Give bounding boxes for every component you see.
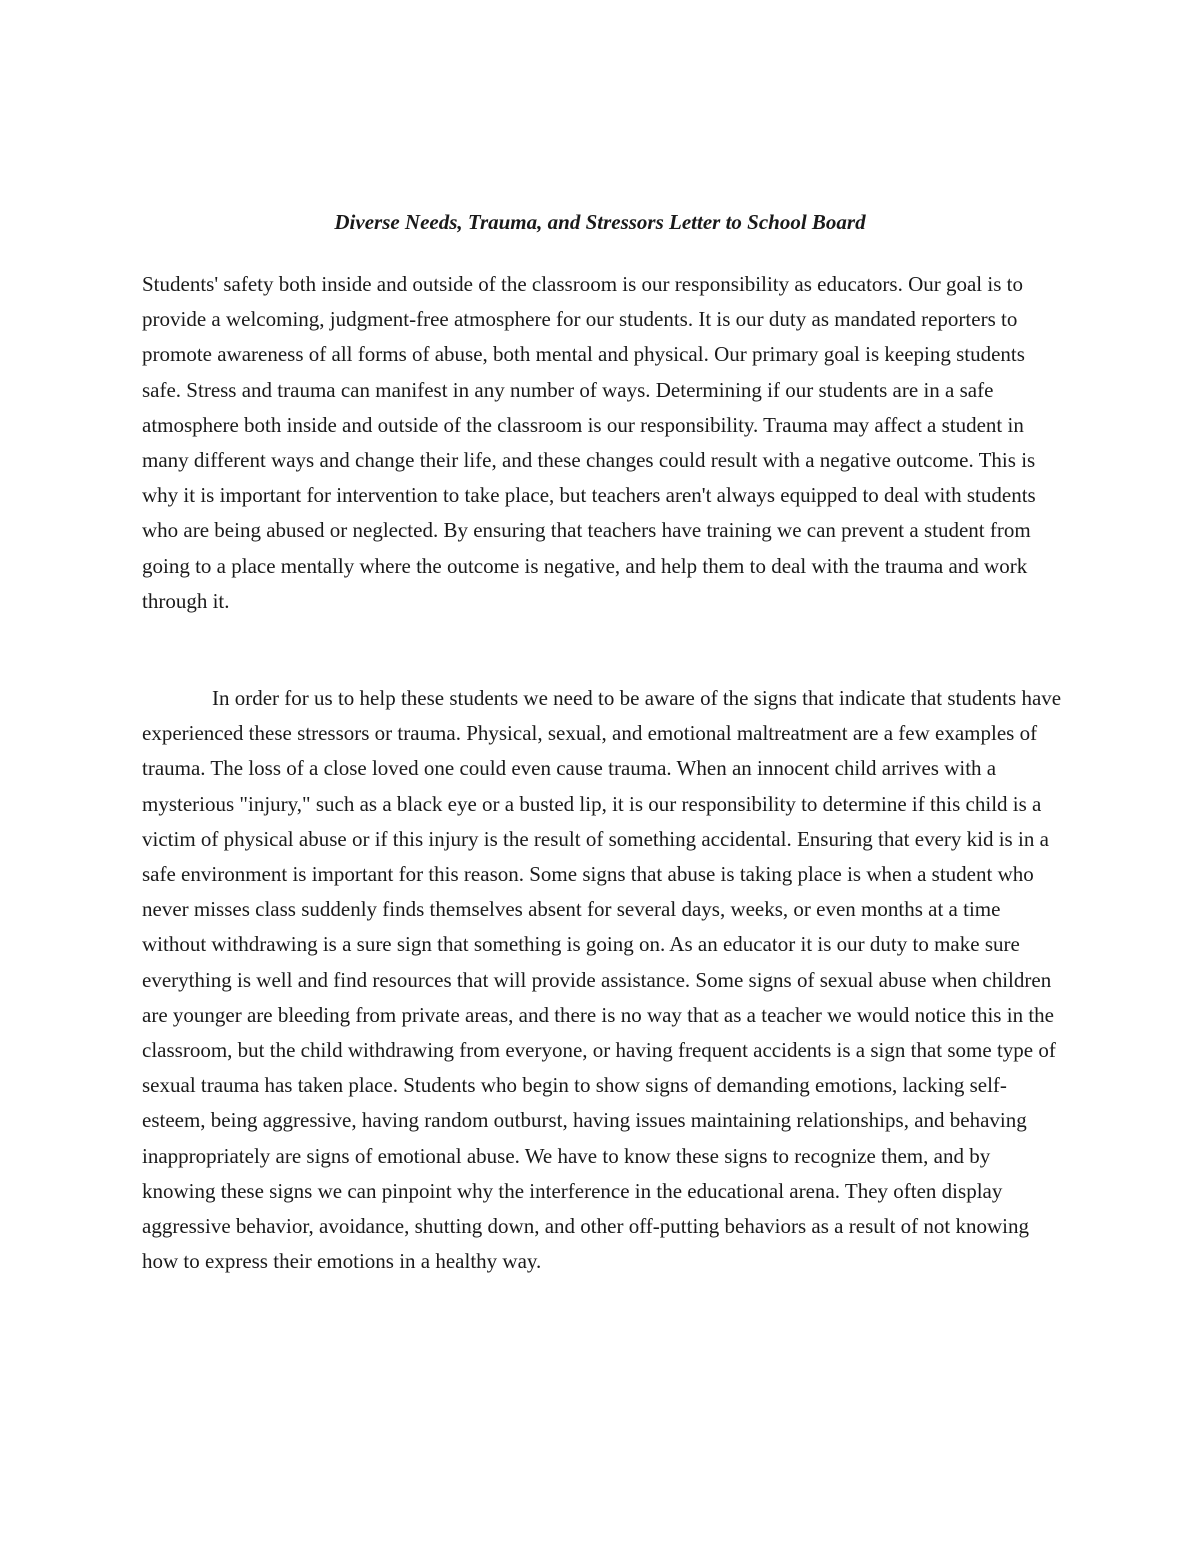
body-paragraph-1: Students' safety both inside and outside of the classroom is our responsibility as educators. Our goal is to provide a welcoming, judgment-free atmosphere for our students. It is our duty as mandated reporters to promote awareness of all forms of abuse, both mental and physical. Our primary goal is keeping students safe. Stress and trauma can manifest in any number of ways. Determining if our students are in a safe atmosphere both inside and outside of the classroom is our responsibility. Trauma may affect a student in many different ways and change their life, and these changes could result with a negative outcome. This is why it is important for intervention to take place, but teachers aren't always equipped to deal with students who are being abused or neglected. By ensuring that teachers have training we can prevent a student from going to a place mentally where the outcome is negative, and help them to deal with the trauma and work through it. [142,272,1036,613]
body-paragraph-2: In order for us to help these students we need to be aware of the signs that indicate that students have experienced these stressors or trauma. Physical, sexual, and emotional maltreatment are a few examples of trauma. The loss of a close loved one could even cause trauma. When an innocent child arrives with a mysterious "injury," such as a black eye or a busted lip, it is our responsibility to determine if this child is a victim of physical abuse or if this injury is the result of something accidental. Ensuring that every kid is in a safe environment is important for this reason. Some signs that abuse is taking place is when a student who never misses class suddenly finds themselves absent for several days, weeks, or even months at a time without withdrawing is a sure sign that something is going on. As an educator it is our duty to make sure everything is well and find resources that will provide assistance. Some signs of sexual abuse when children are younger are bleeding from private areas, and there is no way that as a teacher we would notice this in the classroom, but the child withdrawing from everyone, or having frequent accidents is a sign that some type of sexual trauma has taken place. Students who begin to show signs of demanding emotions, lacking self-esteem, being aggressive, having random outburst, having issues maintaining relationships, and behaving inappropriately are signs of emotional abuse. We have to know these signs to recognize them, and by knowing these signs we can pinpoint why the interference in the educational arena. They often display aggressive behavior, avoidance, shutting down, and other off-putting behaviors as a result of not knowing how to express their emotions in a healthy way. [142,686,1062,1274]
document-title: Diverse Needs, Trauma, and Stressors Letter to School Board [334,210,866,234]
